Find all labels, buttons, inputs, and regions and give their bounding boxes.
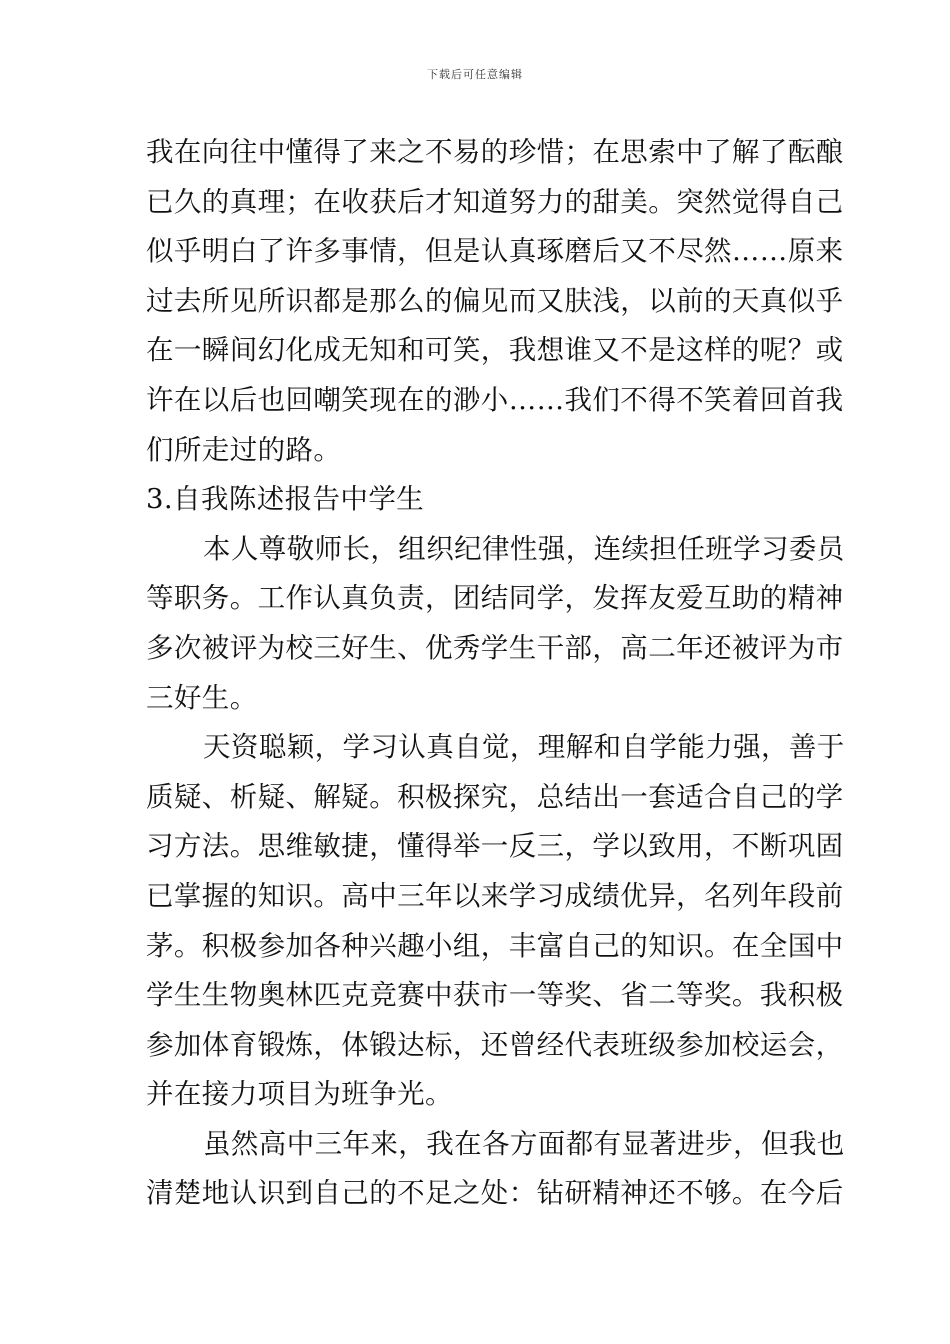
paragraph-line: 许在以后也回嘲笑现在的渺小……我们不得不笑着回首我 [146, 383, 844, 416]
paragraph-line: 学生生物奥林匹克竞赛中获市一等奖、省二等奖。我积极 [146, 979, 844, 1012]
paragraph-line: 质疑、析疑、解疑。积极探究，总结出一套适合自己的学 [146, 780, 844, 813]
paragraph-line: 茅。积极参加各种兴趣小组，丰富自己的知识。在全国中 [146, 929, 844, 962]
paragraph-line: 习方法。思维敏捷，懂得举一反三，学以致用，不断巩固 [146, 830, 844, 863]
paragraph-line: 过去所见所识都是那么的偏见而又肤浅，以前的天真似乎 [146, 284, 844, 317]
paragraph-line: 已久的真理；在收获后才知道努力的甜美。突然觉得自己 [146, 185, 844, 218]
document-body [146, 128, 845, 1219]
paragraph-line: 们所走过的路。 [146, 433, 342, 466]
paragraph-line: 我在向往中懂得了来之不易的珍惜；在思索中了解了酝酿 [146, 136, 844, 168]
paragraph-line: 虽然高中三年来，我在各方面都有显著进步，但我也 [203, 1127, 845, 1160]
paragraph-line: 等职务。工作认真负责，团结同学，发挥友爱互助的精神 [146, 582, 844, 615]
paragraph-line: 并在接力项目为班争光。 [146, 1078, 453, 1111]
page-header: 下载后可任意编辑 [427, 68, 523, 81]
paragraph-line: 似乎明白了许多事情，但是认真琢磨后又不尽然……原来 [146, 235, 844, 268]
section-heading: 3.自我陈述报告中学生 [146, 483, 425, 516]
paragraph-line: 已掌握的知识。高中三年以来学习成绩优异，名列年段前 [146, 879, 844, 912]
paragraph-line: 本人尊敬师长，组织纪律性强，连续担任班学习委员 [203, 532, 845, 565]
paragraph-line: 天资聪颖，学习认真自觉，理解和自学能力强，善于 [203, 731, 845, 764]
paragraph-line: 多次被评为校三好生、优秀学生干部，高二年还被评为市 [146, 631, 844, 664]
paragraph-line: 三好生。 [146, 681, 258, 714]
paragraph-line: 清楚地认识到自己的不足之处：钻研精神还不够。在今后 [146, 1177, 844, 1210]
paragraph-line: 参加体育锻炼，体锻达标，还曾经代表班级参加校运会， [146, 1028, 844, 1061]
paragraph-line: 在一瞬间幻化成无知和可笑，我想谁又不是这样的呢？或 [146, 334, 844, 367]
